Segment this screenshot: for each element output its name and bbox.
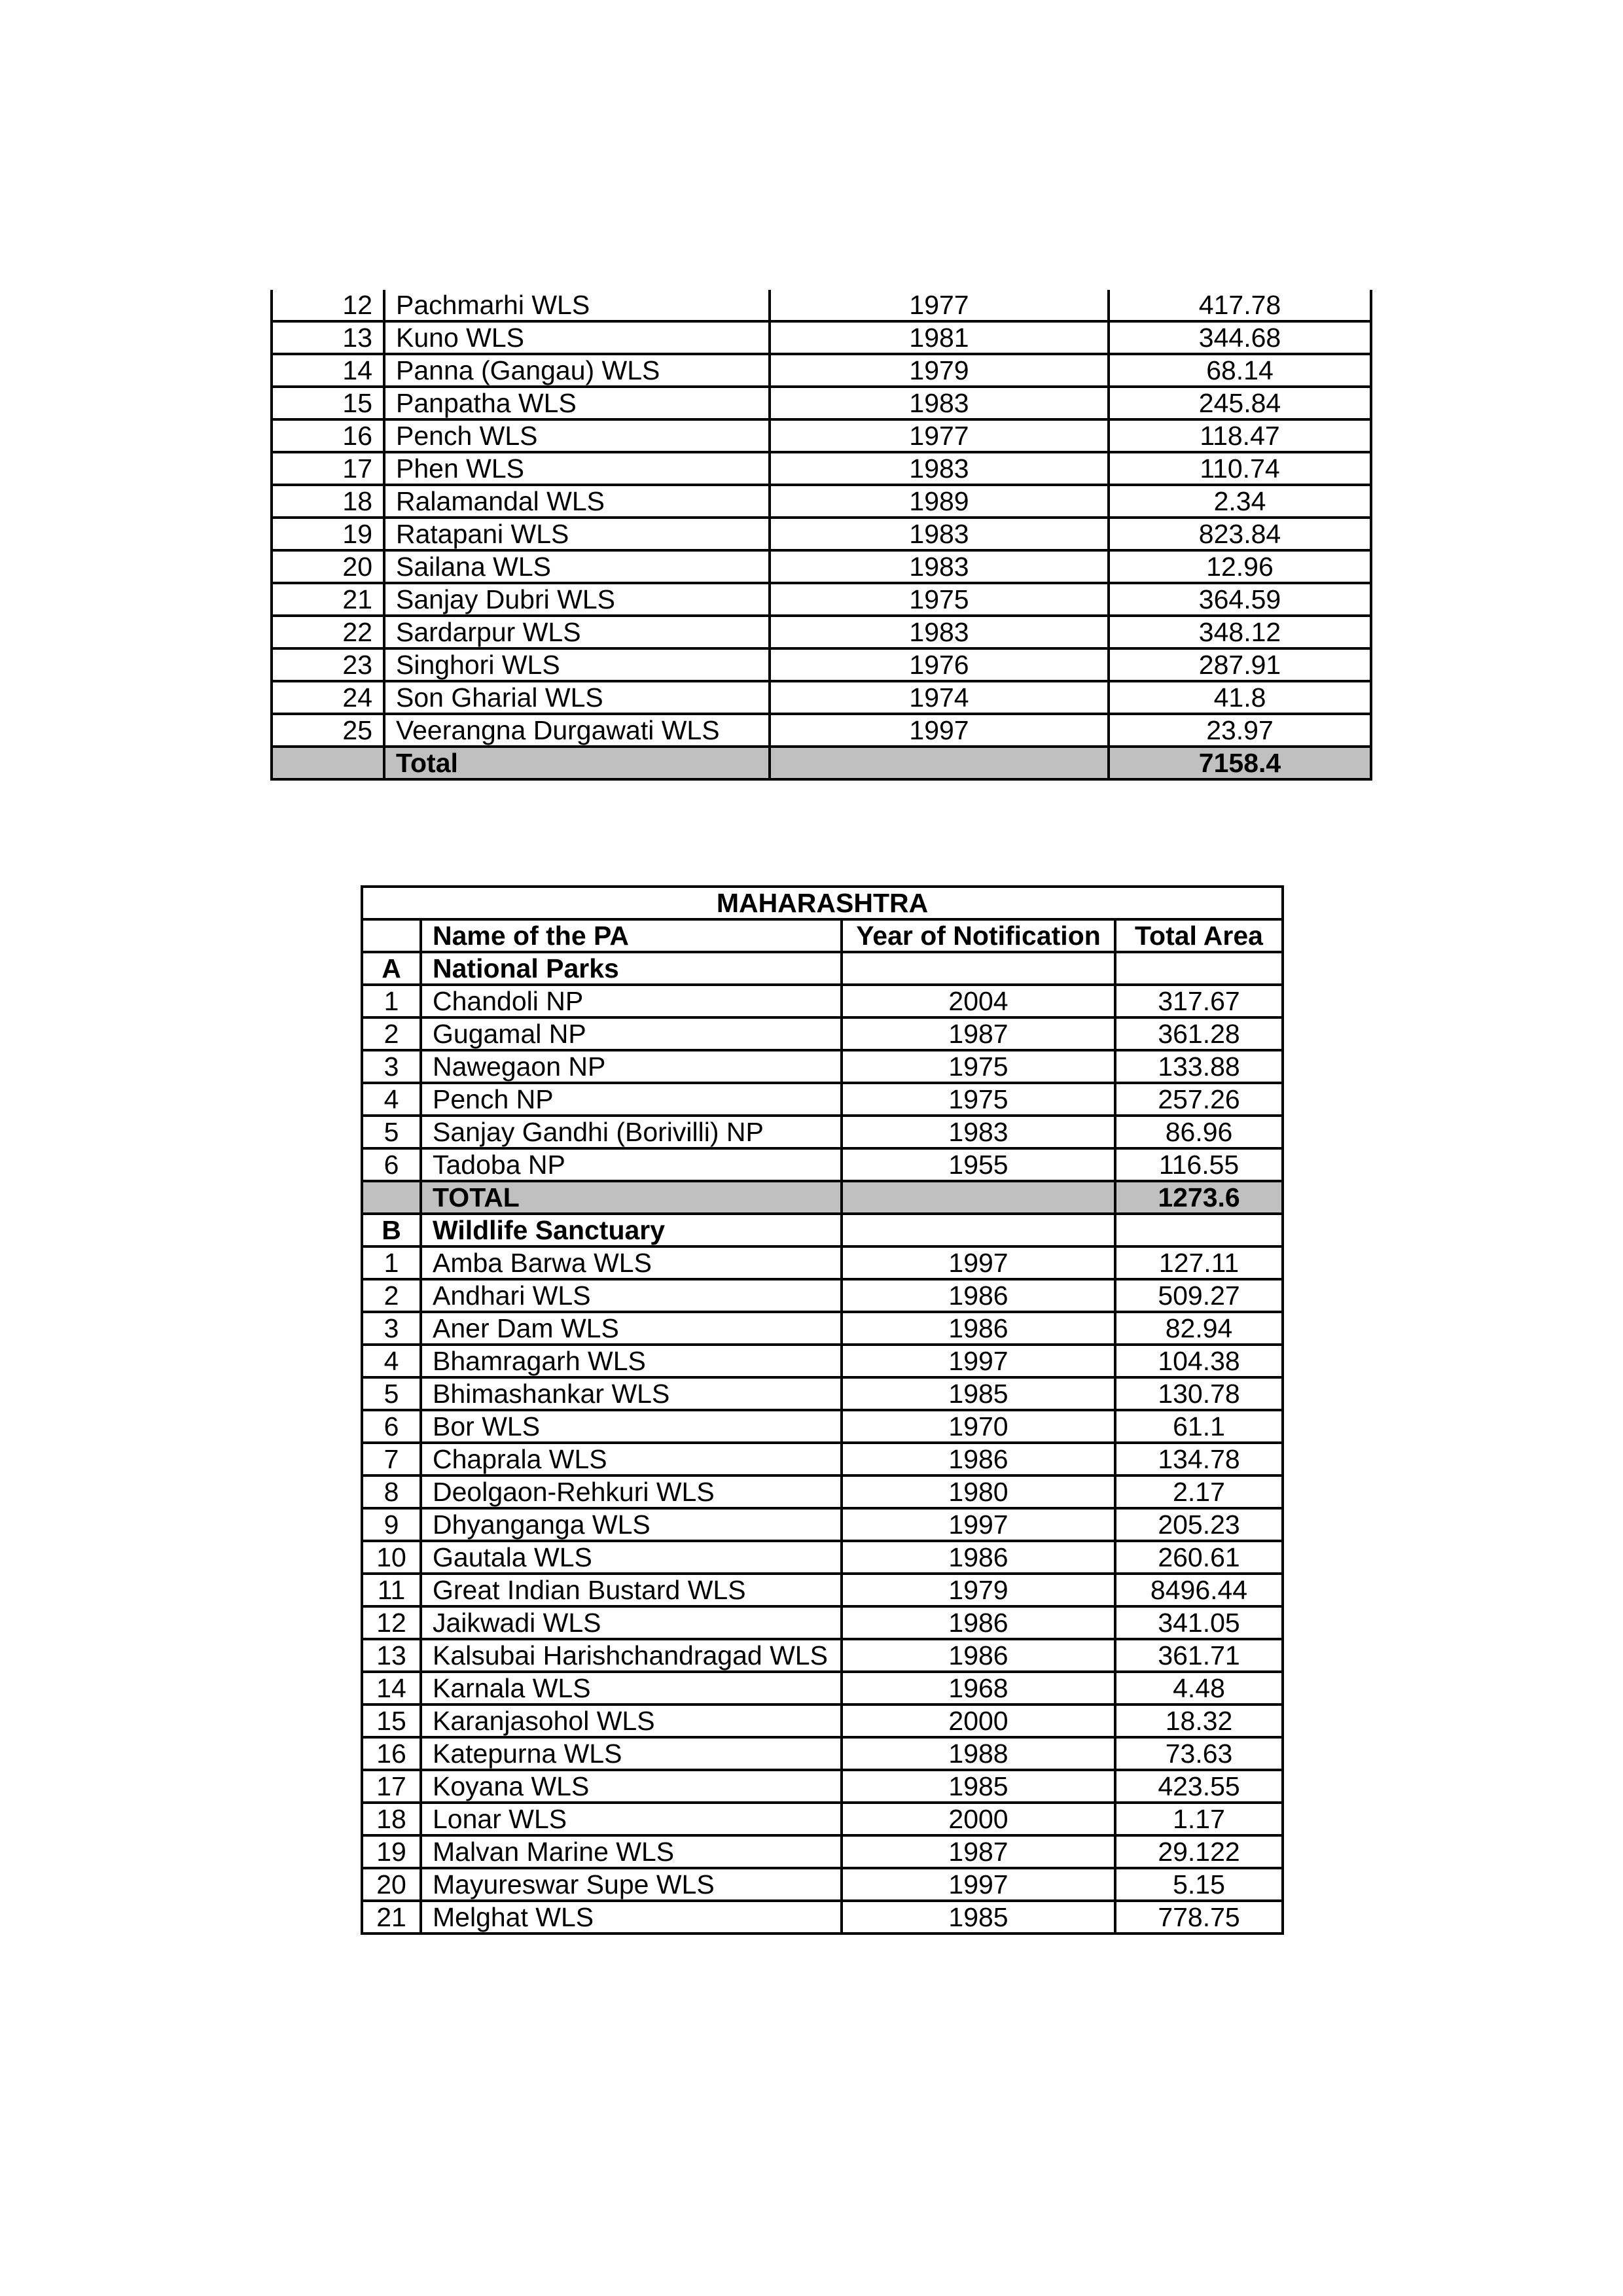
mh-table-body [362, 887, 1283, 1934]
pa-name: Lonar WLS [421, 1803, 842, 1835]
pa-name: Deolgaon-Rehkuri WLS [421, 1475, 842, 1508]
notification-year: 1986 [842, 1312, 1115, 1345]
total-area: 257.26 [1115, 1083, 1283, 1116]
serial-number: 20 [362, 1868, 421, 1901]
table-row [362, 1017, 1283, 1050]
total-area: 18.32 [1115, 1704, 1283, 1737]
empty-cell [1115, 952, 1283, 985]
pa-name: Karnala WLS [421, 1672, 842, 1704]
total-label: Total [384, 747, 770, 779]
pa-name: Pench NP [421, 1083, 842, 1116]
serial-number: 16 [272, 419, 384, 452]
table-row [362, 1377, 1283, 1410]
total-area: 423.55 [1115, 1770, 1283, 1803]
pa-name: Dhyanganga WLS [421, 1508, 842, 1541]
pa-name: Ralamandal WLS [384, 485, 770, 518]
pa-name: Bhimashankar WLS [421, 1377, 842, 1410]
notification-year: 1983 [842, 1116, 1115, 1148]
table-row [362, 1443, 1283, 1475]
notification-year: 1988 [842, 1737, 1115, 1770]
table-row [362, 1672, 1283, 1704]
notification-year: 1983 [770, 387, 1109, 419]
table-row [272, 354, 1371, 387]
table-row [272, 321, 1371, 354]
total-area: 118.47 [1109, 419, 1371, 452]
pa-name: Andhari WLS [421, 1279, 842, 1312]
serial-number: 6 [362, 1410, 421, 1443]
table-row [362, 1475, 1283, 1508]
notification-year: 1974 [770, 681, 1109, 714]
pa-name: Great Indian Bustard WLS [421, 1574, 842, 1606]
pa-name: Pachmarhi WLS [384, 290, 770, 321]
pa-name: Pench WLS [384, 419, 770, 452]
notification-year: 1985 [842, 1901, 1115, 1934]
pa-name: Jaikwadi WLS [421, 1606, 842, 1639]
total-area: 260.61 [1115, 1541, 1283, 1574]
total-area: 116.55 [1115, 1148, 1283, 1181]
serial-number: 3 [362, 1050, 421, 1083]
serial-number: 15 [272, 387, 384, 419]
notification-year: 1975 [842, 1050, 1115, 1083]
header-row [362, 919, 1283, 952]
serial-number: 17 [272, 452, 384, 485]
empty-cell [842, 1181, 1115, 1214]
section-letter: A [362, 952, 421, 985]
total-area: 61.1 [1115, 1410, 1283, 1443]
notification-year: 1976 [770, 648, 1109, 681]
table-row [362, 1639, 1283, 1672]
empty-cell [272, 747, 384, 779]
notification-year: 1987 [842, 1835, 1115, 1868]
pa-name: Aner Dam WLS [421, 1312, 842, 1345]
pa-name: Katepurna WLS [421, 1737, 842, 1770]
pa-name: Veerangna Durgawati WLS [384, 714, 770, 747]
total-area: 348.12 [1109, 616, 1371, 648]
total-area-value: 7158.4 [1109, 747, 1371, 779]
total-label: TOTAL [421, 1181, 842, 1214]
notification-year: 1955 [842, 1148, 1115, 1181]
notification-year: 1977 [770, 290, 1109, 321]
notification-year: 1987 [842, 1017, 1115, 1050]
total-area: 364.59 [1109, 583, 1371, 616]
total-area: 73.63 [1115, 1737, 1283, 1770]
empty-cell [842, 952, 1115, 985]
pa-name: Kalsubai Harishchandragad WLS [421, 1639, 842, 1672]
pa-name: Nawegaon NP [421, 1050, 842, 1083]
table-row [362, 1704, 1283, 1737]
table-row [362, 1083, 1283, 1116]
table-title: MAHARASHTRA [362, 887, 1283, 919]
total-area: 2.17 [1115, 1475, 1283, 1508]
total-row [362, 1181, 1283, 1214]
serial-number: 9 [362, 1508, 421, 1541]
notification-year: 1985 [842, 1770, 1115, 1803]
pa-name: Singhori WLS [384, 648, 770, 681]
pa-name: Sardarpur WLS [384, 616, 770, 648]
maharashtra-table [361, 885, 1284, 1935]
empty-cell [362, 919, 421, 952]
section-label: Wildlife Sanctuary [421, 1214, 842, 1246]
table-row [362, 1148, 1283, 1181]
serial-number: 6 [362, 1148, 421, 1181]
notification-year: 1986 [842, 1443, 1115, 1475]
table-row [272, 616, 1371, 648]
serial-number: 3 [362, 1312, 421, 1345]
serial-number: 19 [362, 1835, 421, 1868]
total-area: 41.8 [1109, 681, 1371, 714]
notification-year: 1983 [770, 452, 1109, 485]
pa-name: Son Gharial WLS [384, 681, 770, 714]
table-row [272, 648, 1371, 681]
serial-number: 15 [362, 1704, 421, 1737]
total-area: 23.97 [1109, 714, 1371, 747]
pa-name: Tadoba NP [421, 1148, 842, 1181]
table-row [362, 1410, 1283, 1443]
table-row [362, 1541, 1283, 1574]
serial-number: 23 [272, 648, 384, 681]
table-row [362, 1803, 1283, 1835]
serial-number: 2 [362, 1017, 421, 1050]
pa-name: Karanjasohol WLS [421, 1704, 842, 1737]
table-row [362, 1312, 1283, 1345]
pa-name: Sailana WLS [384, 550, 770, 583]
serial-number: 5 [362, 1116, 421, 1148]
pa-name: Kuno WLS [384, 321, 770, 354]
notification-year: 2004 [842, 985, 1115, 1017]
total-area: 417.78 [1109, 290, 1371, 321]
notification-year: 1983 [770, 616, 1109, 648]
total-area: 341.05 [1115, 1606, 1283, 1639]
serial-number: 7 [362, 1443, 421, 1475]
serial-number: 14 [362, 1672, 421, 1704]
notification-year: 1975 [770, 583, 1109, 616]
serial-number: 4 [362, 1083, 421, 1116]
total-area: 361.28 [1115, 1017, 1283, 1050]
table-row [362, 1770, 1283, 1803]
total-area: 133.88 [1115, 1050, 1283, 1083]
serial-number: 1 [362, 985, 421, 1017]
table-row [362, 1868, 1283, 1901]
pa-name: Panna (Gangau) WLS [384, 354, 770, 387]
serial-number: 12 [362, 1606, 421, 1639]
total-area: 205.23 [1115, 1508, 1283, 1541]
total-area: 344.68 [1109, 321, 1371, 354]
table-row [272, 550, 1371, 583]
pa-name: Sanjay Dubri WLS [384, 583, 770, 616]
notification-year: 1985 [842, 1377, 1115, 1410]
serial-number: 18 [272, 485, 384, 518]
empty-cell [770, 747, 1109, 779]
table-row [362, 1737, 1283, 1770]
serial-number: 14 [272, 354, 384, 387]
notification-year: 1997 [842, 1868, 1115, 1901]
empty-cell [842, 1214, 1115, 1246]
madhya-pradesh-wls-table [270, 290, 1372, 781]
table-row [362, 1574, 1283, 1606]
total-area: 110.74 [1109, 452, 1371, 485]
notification-year: 1986 [842, 1541, 1115, 1574]
table-row [362, 1279, 1283, 1312]
serial-number: 17 [362, 1770, 421, 1803]
total-area: 509.27 [1115, 1279, 1283, 1312]
notification-year: 1981 [770, 321, 1109, 354]
table-row [362, 1345, 1283, 1377]
notification-year: 1997 [842, 1345, 1115, 1377]
serial-number: 22 [272, 616, 384, 648]
notification-year: 1980 [842, 1475, 1115, 1508]
notification-year: 1983 [770, 518, 1109, 550]
pa-name: Mayureswar Supe WLS [421, 1868, 842, 1901]
serial-number: 12 [272, 290, 384, 321]
notification-year: 1986 [842, 1639, 1115, 1672]
pa-name: Panpatha WLS [384, 387, 770, 419]
table-row [272, 387, 1371, 419]
total-area: 287.91 [1109, 648, 1371, 681]
header-name: Name of the PA [421, 919, 842, 952]
notification-year: 1979 [770, 354, 1109, 387]
notification-year: 1977 [770, 419, 1109, 452]
total-area: 317.67 [1115, 985, 1283, 1017]
table-row [362, 1116, 1283, 1148]
notification-year: 1979 [842, 1574, 1115, 1606]
total-area: 82.94 [1115, 1312, 1283, 1345]
total-area: 4.48 [1115, 1672, 1283, 1704]
mp-table-body [272, 290, 1371, 779]
table-row [362, 1835, 1283, 1868]
table-row [272, 419, 1371, 452]
serial-number: 19 [272, 518, 384, 550]
serial-number: 25 [272, 714, 384, 747]
header-area: Total Area [1115, 919, 1283, 952]
empty-cell [1115, 1214, 1283, 1246]
total-area: 823.84 [1109, 518, 1371, 550]
serial-number: 11 [362, 1574, 421, 1606]
total-area: 127.11 [1115, 1246, 1283, 1279]
total-area: 68.14 [1109, 354, 1371, 387]
serial-number: 18 [362, 1803, 421, 1835]
total-area: 5.15 [1115, 1868, 1283, 1901]
total-area: 245.84 [1109, 387, 1371, 419]
serial-number: 21 [362, 1901, 421, 1934]
notification-year: 1970 [842, 1410, 1115, 1443]
table-row [362, 1508, 1283, 1541]
notification-year: 2000 [842, 1803, 1115, 1835]
total-area-value: 1273.6 [1115, 1181, 1283, 1214]
table-row [272, 452, 1371, 485]
table-row [362, 985, 1283, 1017]
serial-number: 16 [362, 1737, 421, 1770]
table-title-row [362, 887, 1283, 919]
pa-name: Gautala WLS [421, 1541, 842, 1574]
pa-name: Amba Barwa WLS [421, 1246, 842, 1279]
notification-year: 1975 [842, 1083, 1115, 1116]
notification-year: 1983 [770, 550, 1109, 583]
pa-name: Melghat WLS [421, 1901, 842, 1934]
total-area: 104.38 [1115, 1345, 1283, 1377]
table-row [272, 485, 1371, 518]
pa-name: Bor WLS [421, 1410, 842, 1443]
total-area: 86.96 [1115, 1116, 1283, 1148]
notification-year: 1997 [842, 1508, 1115, 1541]
table-row [362, 1901, 1283, 1934]
pa-name: Phen WLS [384, 452, 770, 485]
total-area: 29.122 [1115, 1835, 1283, 1868]
pa-name: Koyana WLS [421, 1770, 842, 1803]
serial-number: 21 [272, 583, 384, 616]
total-area: 130.78 [1115, 1377, 1283, 1410]
notification-year: 1986 [842, 1606, 1115, 1639]
table-row [362, 1246, 1283, 1279]
pa-name: Chaprala WLS [421, 1443, 842, 1475]
pa-name: Gugamal NP [421, 1017, 842, 1050]
serial-number: 1 [362, 1246, 421, 1279]
section-row-national-parks [362, 952, 1283, 985]
total-area: 134.78 [1115, 1443, 1283, 1475]
total-area: 778.75 [1115, 1901, 1283, 1934]
notification-year: 1997 [842, 1246, 1115, 1279]
serial-number: 4 [362, 1345, 421, 1377]
pa-name: Malvan Marine WLS [421, 1835, 842, 1868]
serial-number: 2 [362, 1279, 421, 1312]
notification-year: 1968 [842, 1672, 1115, 1704]
total-area: 12.96 [1109, 550, 1371, 583]
table-row [272, 681, 1371, 714]
empty-cell [362, 1181, 421, 1214]
notification-year: 1986 [842, 1279, 1115, 1312]
serial-number: 13 [272, 321, 384, 354]
table-row [272, 714, 1371, 747]
total-area: 8496.44 [1115, 1574, 1283, 1606]
total-area: 2.34 [1109, 485, 1371, 518]
table-row [362, 1606, 1283, 1639]
serial-number: 8 [362, 1475, 421, 1508]
pa-name: Sanjay Gandhi (Borivilli) NP [421, 1116, 842, 1148]
serial-number: 20 [272, 550, 384, 583]
notification-year: 1997 [770, 714, 1109, 747]
serial-number: 10 [362, 1541, 421, 1574]
pa-name: Ratapani WLS [384, 518, 770, 550]
notification-year: 2000 [842, 1704, 1115, 1737]
pa-name: Bhamragarh WLS [421, 1345, 842, 1377]
header-year: Year of Notification [842, 919, 1115, 952]
serial-number: 24 [272, 681, 384, 714]
serial-number: 13 [362, 1639, 421, 1672]
section-label: National Parks [421, 952, 842, 985]
notification-year: 1989 [770, 485, 1109, 518]
table-row [272, 583, 1371, 616]
pa-name: Chandoli NP [421, 985, 842, 1017]
table-row [272, 290, 1371, 321]
total-area: 361.71 [1115, 1639, 1283, 1672]
table-row [272, 518, 1371, 550]
section-letter: B [362, 1214, 421, 1246]
total-row [272, 747, 1371, 779]
section-row-wildlife-sanctuary [362, 1214, 1283, 1246]
serial-number: 5 [362, 1377, 421, 1410]
table-row [362, 1050, 1283, 1083]
total-area: 1.17 [1115, 1803, 1283, 1835]
